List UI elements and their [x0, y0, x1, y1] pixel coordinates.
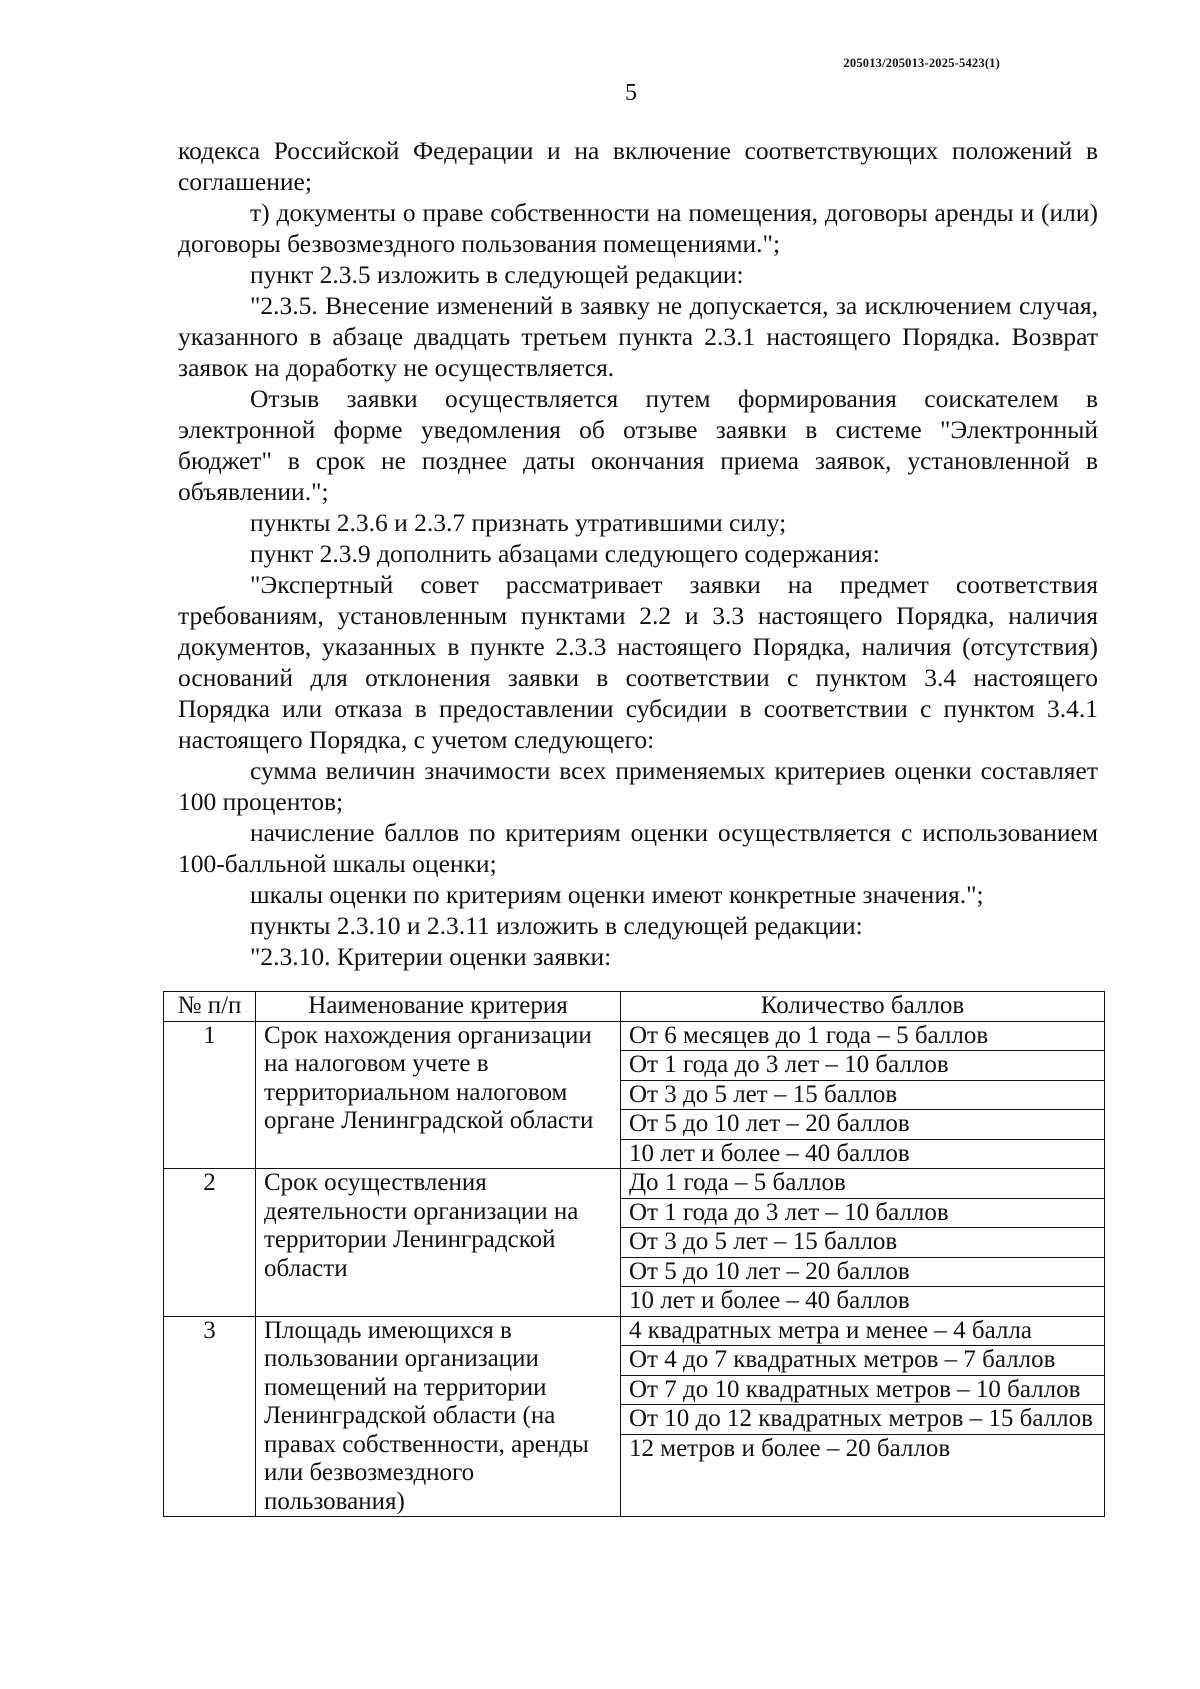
- row-num: 1: [164, 1021, 256, 1169]
- points-option: От 3 до 5 лет – 15 баллов: [621, 1227, 1104, 1257]
- criterion-name: Площадь имеющихся в пользовании организации помещений на территории Ленинградской области (на правах собственности, аренды или безвозмездного пользования): [256, 1316, 621, 1517]
- paragraph: "2.3.5. Внесение изменений в заявку не допускается, за исключением случая, указанного в абзаце двадцать третьем пункта 2.3.1 настоящего Порядка. Возврат заявок на доработку не осуществляется.: [178, 291, 1098, 382]
- points-option: От 7 до 10 квадратных метров – 10 баллов: [621, 1375, 1104, 1405]
- paragraph: пункт 2.3.9 дополнить абзацами следующего содержания:: [250, 539, 880, 568]
- points-option: От 6 месяцев до 1 года – 5 баллов: [629, 1021, 989, 1049]
- points-cell: [621, 1021, 1105, 1169]
- header-num: № п/п: [164, 992, 256, 1022]
- paragraph: сумма величин значимости всех применяемых критериев оценки составляет 100 процентов;: [178, 756, 1098, 816]
- points-option: От 10 до 12 квадратных метров – 15 баллов: [621, 1404, 1104, 1434]
- paragraph: кодекса Российской Федерации и на включение соответствующих положений в соглашение;: [178, 136, 1098, 196]
- points-cell: [621, 1316, 1105, 1517]
- table-row: [164, 1169, 1105, 1317]
- page-number: 5: [625, 80, 637, 106]
- document-body: [178, 135, 1098, 972]
- table-row: [164, 1316, 1105, 1517]
- paragraph: начисление баллов по критериям оценки осуществляется с использованием 100-балльной шкалы оценки;: [178, 818, 1098, 878]
- paragraph: т) документы о праве собственности на помещения, договоры аренды и (или) договоры безвозмездного пользования помещениями.";: [178, 198, 1098, 258]
- paragraph: Отзыв заявки осуществляется путем формирования соискателем в электронной форме уведомления об отзыве заявки в системе "Электронный бюджет" в срок не позднее даты окончания приема заявок, установленной в объявлении.";: [178, 384, 1098, 506]
- table-row: [164, 1021, 1105, 1169]
- paragraph: пункты 2.3.10 и 2.3.11 изложить в следующей редакции:: [250, 911, 863, 940]
- points-option: 10 лет и более – 40 баллов: [621, 1139, 1104, 1169]
- points-option: От 3 до 5 лет – 15 баллов: [621, 1080, 1104, 1110]
- points-option: От 1 года до 3 лет – 10 баллов: [621, 1198, 1104, 1228]
- points-option: До 1 года – 5 баллов: [629, 1169, 846, 1196]
- points-option: От 5 до 10 лет – 20 баллов: [621, 1109, 1104, 1139]
- paragraph: шкалы оценки по критериям оценки имеют конкретные значения.";: [250, 880, 984, 909]
- paragraph: "2.3.10. Критерии оценки заявки:: [250, 942, 612, 971]
- points-option: 4 квадратных метра и менее – 4 балла: [629, 1316, 1032, 1344]
- points-option: 12 метров и более – 20 баллов: [621, 1434, 1104, 1464]
- row-num: 2: [164, 1169, 256, 1317]
- document-id: 205013/205013-2025-5423(1): [843, 56, 1000, 70]
- points-option: 10 лет и более – 40 баллов: [621, 1286, 1104, 1316]
- header-criterion-name: Наименование критерия: [256, 992, 621, 1022]
- table-header-row: [164, 992, 1105, 1022]
- header-points: Количество баллов: [621, 992, 1105, 1022]
- points-option: От 5 до 10 лет – 20 баллов: [621, 1257, 1104, 1287]
- criterion-name: Срок осуществления деятельности организации на территории Ленинградской области: [256, 1169, 621, 1317]
- points-option: От 1 года до 3 лет – 10 баллов: [621, 1050, 1104, 1080]
- criteria-table: [163, 991, 1105, 1517]
- paragraph: "Экспертный совет рассматривает заявки на предмет соответствия требованиям, установленным пунктами 2.2 и 3.3 настоящего Порядка, наличия документов, указанных в пункте 2.3.3 настоящего Порядка, наличия (отсутствия) оснований для отклонения заявки в соответствии с пунктом 3.4 настоящего Порядка или отказа в предоставлении субсидии в соответствии с пунктом 3.4.1 настоящего Порядка, с учетом следующего:: [178, 570, 1098, 754]
- paragraph: пункты 2.3.6 и 2.3.7 признать утратившими силу;: [250, 508, 787, 537]
- points-option: От 4 до 7 квадратных метров – 7 баллов: [621, 1345, 1104, 1375]
- criterion-name: Срок нахождения организации на налоговом учете в территориальном налоговом органе Ленинградской области: [256, 1021, 621, 1169]
- points-cell: [621, 1169, 1105, 1317]
- paragraph: пункт 2.3.5 изложить в следующей редакции:: [250, 260, 744, 289]
- row-num: 3: [164, 1316, 256, 1517]
